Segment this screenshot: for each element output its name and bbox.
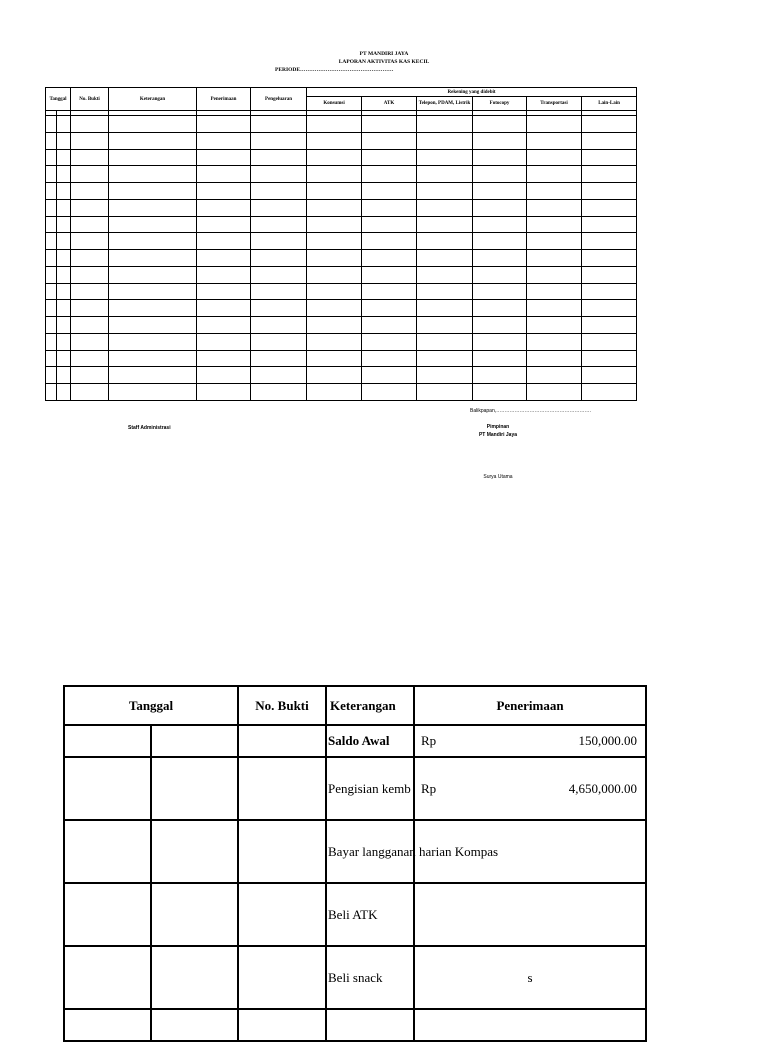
ledger-cell [46, 216, 57, 233]
ledger-cell [307, 132, 362, 149]
ledger-cell [109, 266, 197, 283]
ledger-cell [417, 250, 473, 267]
ledger-cell [71, 199, 109, 216]
ledger-cell [251, 199, 307, 216]
table-row [64, 820, 646, 883]
ledger-cell [57, 283, 71, 300]
ledger-cell [473, 384, 527, 401]
ledger-cell [473, 166, 527, 183]
col-header-transportasi: Transportasi [527, 97, 582, 111]
ledger-cell [473, 216, 527, 233]
ledger-cell [197, 283, 251, 300]
ledger-cell [197, 384, 251, 401]
ledger-cell [197, 233, 251, 250]
ledger-cell [251, 300, 307, 317]
zoom-header-penerimaan: Penerimaan [414, 686, 646, 725]
ledger-cell [251, 132, 307, 149]
ledger-cell [582, 384, 637, 401]
table-row [46, 350, 637, 367]
ledger-cell [473, 283, 527, 300]
ledger-cell [109, 317, 197, 334]
ledger-cell [473, 350, 527, 367]
zoom-cell-keterangan [326, 1009, 414, 1041]
ledger-cell [46, 300, 57, 317]
ledger-cell [251, 317, 307, 334]
ledger-cell [197, 116, 251, 133]
table-row [46, 132, 637, 149]
ledger-cell [57, 333, 71, 350]
ledger-cell [197, 166, 251, 183]
ledger-cell [57, 183, 71, 200]
zoom-cell-tanggal-b [151, 820, 238, 883]
ledger-cell [362, 149, 417, 166]
ledger-cell [362, 384, 417, 401]
ledger-cell [307, 233, 362, 250]
ledger-cell [46, 250, 57, 267]
ledger-cell [251, 350, 307, 367]
ledger-cell [473, 367, 527, 384]
ledger-cell [251, 183, 307, 200]
ledger-cell [57, 350, 71, 367]
ledger-cell [362, 216, 417, 233]
ledger-cell [57, 233, 71, 250]
ledger-cell [71, 283, 109, 300]
ledger-cell [582, 183, 637, 200]
table-row [46, 266, 637, 283]
ledger-cell [307, 216, 362, 233]
ledger-cell [527, 149, 582, 166]
zoom-cell-keterangan [326, 946, 414, 1009]
ledger-cell [362, 317, 417, 334]
zoom-cell-keterangan [326, 820, 499, 883]
report-periode: PERIODE…………………………………………… [275, 67, 394, 73]
ledger-cell [307, 116, 362, 133]
ledger-cell [582, 199, 637, 216]
ledger-cell [417, 216, 473, 233]
ledger-cell [57, 266, 71, 283]
keterangan-text: Saldo Awal [328, 733, 390, 748]
signature-staff-label: Staff Administrasi [128, 425, 171, 431]
ledger-cell [582, 233, 637, 250]
col-header-konsumsi: Konsumsi [307, 97, 362, 111]
table-row [64, 1009, 646, 1041]
col-header-penerimaan: Penerimaan [197, 88, 251, 111]
zoom-cell-tanggal-a [64, 1009, 151, 1041]
table-row [46, 384, 637, 401]
ledger-cell [473, 317, 527, 334]
ledger-cell [527, 367, 582, 384]
ledger-cell [109, 283, 197, 300]
ledger-cell [251, 233, 307, 250]
ledger-cell [307, 199, 362, 216]
ledger-cell [57, 166, 71, 183]
ledger-cell [197, 317, 251, 334]
ledger-cell [109, 350, 197, 367]
ledger-cell [71, 367, 109, 384]
zoom-cell-tanggal-b [151, 1009, 238, 1041]
ledger-cell [197, 216, 251, 233]
ledger-cell [362, 250, 417, 267]
zoom-header-no-bukti: No. Bukti [238, 686, 326, 725]
ledger-cell [251, 250, 307, 267]
ledger-cell [109, 183, 197, 200]
ledger-cell [473, 149, 527, 166]
table-row [46, 183, 637, 200]
ledger-cell [109, 250, 197, 267]
ledger-cell [582, 283, 637, 300]
ledger-cell [362, 333, 417, 350]
ledger-cell [417, 199, 473, 216]
col-header-keterangan: Keterangan [109, 88, 197, 111]
ledger-cell [362, 266, 417, 283]
ledger-cell [109, 216, 197, 233]
ledger-cell [71, 216, 109, 233]
table-row [46, 149, 637, 166]
ledger-cell [527, 233, 582, 250]
ledger-cell [109, 132, 197, 149]
ledger-cell [109, 199, 197, 216]
zoom-cell-tanggal-b [151, 725, 238, 757]
report-title: LAPORAN AKTIVITAS KAS KECIL [338, 59, 430, 65]
table-row [46, 333, 637, 350]
ledger-cell [251, 333, 307, 350]
ledger-cell [582, 333, 637, 350]
ledger-cell [197, 250, 251, 267]
zoom-cell-tanggal-b [151, 757, 238, 820]
table-row [46, 367, 637, 384]
ledger-cell [57, 317, 71, 334]
zoom-cell-tanggal-b [151, 883, 238, 946]
ledger-cell [251, 216, 307, 233]
zoom-cell-penerimaan [414, 757, 646, 820]
currency-label: Rp [421, 733, 437, 748]
ledger-cell [473, 233, 527, 250]
ledger-cell [582, 317, 637, 334]
ledger-cell [57, 367, 71, 384]
zoom-cell-keterangan [326, 725, 414, 757]
ledger-cell [417, 149, 473, 166]
ledger-cell [417, 233, 473, 250]
ledger-cell [109, 233, 197, 250]
ledger-cell [46, 384, 57, 401]
ledger-cell [473, 250, 527, 267]
ledger-cell [362, 283, 417, 300]
ledger-cell [473, 132, 527, 149]
signature-company-label: PT Mandiri Jaya [478, 432, 518, 438]
table-row [64, 883, 646, 946]
ledger-cell [197, 350, 251, 367]
ledger-cell [109, 333, 197, 350]
ledger-cell [527, 166, 582, 183]
ledger-cell [307, 384, 362, 401]
ledger-cell [71, 300, 109, 317]
ledger-cell [197, 367, 251, 384]
ledger-body [46, 111, 637, 401]
ledger-cell [417, 183, 473, 200]
ledger-cell [417, 350, 473, 367]
ledger-cell [417, 317, 473, 334]
ledger-cell [417, 367, 473, 384]
zoom-cell-no-bukti [238, 820, 326, 883]
col-header-rekening-group: Rekening yang didebit [307, 88, 637, 97]
ledger-cell [71, 233, 109, 250]
ledger-cell [582, 300, 637, 317]
zoom-header-keterangan: Keterangan [326, 686, 414, 725]
zoom-cell-penerimaan [414, 725, 646, 757]
ledger-cell [46, 317, 57, 334]
ledger-cell [417, 283, 473, 300]
zoom-cell-no-bukti [238, 883, 326, 946]
ledger-cell [362, 166, 417, 183]
zoom-cell-tanggal-b [151, 946, 238, 1009]
ledger-cell [57, 384, 71, 401]
ledger-cell [109, 300, 197, 317]
zoomed-ledger-table [63, 685, 647, 1042]
ledger-cell [473, 300, 527, 317]
ledger-cell [197, 183, 251, 200]
ledger-cell [417, 333, 473, 350]
ledger-cell [527, 116, 582, 133]
ledger-cell [582, 166, 637, 183]
ledger-cell [582, 149, 637, 166]
ledger-cell [307, 333, 362, 350]
ledger-cell [417, 132, 473, 149]
ledger-cell [46, 183, 57, 200]
table-row [46, 300, 637, 317]
ledger-cell [197, 149, 251, 166]
ledger-cell [582, 132, 637, 149]
ledger-cell [527, 266, 582, 283]
ledger-cell [57, 300, 71, 317]
zoom-header-tanggal: Tanggal [64, 686, 238, 725]
ledger-cell [57, 132, 71, 149]
ledger-cell [362, 300, 417, 317]
ledger-cell [197, 300, 251, 317]
ledger-cell [46, 266, 57, 283]
ledger-cell [57, 116, 71, 133]
ledger-cell [307, 350, 362, 367]
ledger-cell [582, 367, 637, 384]
ledger-cell [527, 384, 582, 401]
ledger-cell [71, 116, 109, 133]
ledger-cell [46, 132, 57, 149]
amount-value: 150,000.00 [578, 733, 638, 748]
ledger-cell [46, 233, 57, 250]
ledger-cell [46, 367, 57, 384]
ledger-cell [362, 233, 417, 250]
zoom-cell-penerimaan [414, 883, 646, 946]
col-header-lain-lain: Lain-Lain [582, 97, 637, 111]
ledger-cell [251, 116, 307, 133]
ledger-cell [57, 149, 71, 166]
ledger-cell [46, 166, 57, 183]
ledger-cell [197, 333, 251, 350]
ledger-cell [527, 350, 582, 367]
table-row [64, 725, 646, 757]
ledger-cell [307, 183, 362, 200]
ledger-cell [362, 350, 417, 367]
table-row [64, 757, 646, 820]
ledger-cell [109, 384, 197, 401]
col-header-fotocopy: Fotocopy [473, 97, 527, 111]
ledger-cell [71, 166, 109, 183]
ledger-cell [307, 300, 362, 317]
ledger-cell [473, 266, 527, 283]
ledger-cell [362, 199, 417, 216]
ledger-cell [417, 116, 473, 133]
zoom-cell-tanggal-a [64, 883, 151, 946]
ledger-cell [307, 266, 362, 283]
table-row [64, 946, 646, 1009]
signature-name: Surya Utama [483, 474, 513, 480]
ledger-cell [473, 333, 527, 350]
ledger-cell [527, 216, 582, 233]
ledger-cell [307, 149, 362, 166]
ledger-cell [109, 367, 197, 384]
ledger-cell [109, 116, 197, 133]
keterangan-text: Beli ATK [328, 906, 378, 922]
zoom-cell-no-bukti [238, 725, 326, 757]
ledger-cell [417, 266, 473, 283]
zoom-cell-keterangan [326, 757, 414, 820]
ledger-cell [71, 149, 109, 166]
col-header-no-bukti: No. Bukti [71, 88, 109, 111]
ledger-cell [527, 317, 582, 334]
col-header-tanggal: Tanggal [46, 88, 71, 111]
ledger-cell [46, 333, 57, 350]
table-row [46, 199, 637, 216]
ledger-cell [362, 183, 417, 200]
ledger-cell [197, 132, 251, 149]
table-row [46, 283, 637, 300]
ledger-cell [46, 283, 57, 300]
signature-place-date: Balikpapan,………………………………………………… [470, 408, 592, 414]
ledger-cell [251, 266, 307, 283]
amount-value: 4,650,000.00 [568, 780, 638, 796]
ledger-cell [307, 166, 362, 183]
zoom-cell-no-bukti [238, 757, 326, 820]
ledger-cell [71, 266, 109, 283]
ledger-cell [57, 216, 71, 233]
ledger-cell [71, 384, 109, 401]
zoom-cell-keterangan [326, 883, 414, 946]
petty-cash-ledger-table [45, 87, 637, 401]
ledger-cell [527, 183, 582, 200]
ledger-cell [527, 333, 582, 350]
ledger-cell [57, 250, 71, 267]
signature-pimpinan-label: Pimpinan [486, 424, 510, 430]
ledger-cell [71, 333, 109, 350]
table-row [46, 166, 637, 183]
ledger-cell [582, 350, 637, 367]
ledger-cell [527, 283, 582, 300]
ledger-cell [527, 300, 582, 317]
ledger-cell [307, 283, 362, 300]
ledger-cell [109, 149, 197, 166]
ledger-cell [71, 183, 109, 200]
ledger-cell [46, 149, 57, 166]
ledger-cell [527, 250, 582, 267]
table-row [46, 250, 637, 267]
ledger-cell [251, 149, 307, 166]
col-header-pengeluaran: Pengeluaran [251, 88, 307, 111]
table-row [46, 317, 637, 334]
zoom-cell-penerimaan [414, 946, 646, 1009]
ledger-cell [473, 183, 527, 200]
ledger-cell [71, 350, 109, 367]
ledger-cell [417, 166, 473, 183]
ledger-cell [582, 266, 637, 283]
zoom-cell-tanggal-a [64, 820, 151, 883]
ledger-cell [362, 116, 417, 133]
ledger-cell [582, 116, 637, 133]
ledger-cell [417, 300, 473, 317]
zoom-cell-no-bukti [238, 1009, 326, 1041]
ledger-cell [527, 132, 582, 149]
ledger-cell [46, 199, 57, 216]
ledger-cell [71, 317, 109, 334]
ledger-cell [473, 116, 527, 133]
ledger-cell [251, 283, 307, 300]
ledger-cell [251, 166, 307, 183]
ledger-cell [197, 199, 251, 216]
ledger-cell [71, 132, 109, 149]
penerimaan-mark: s [527, 969, 533, 985]
ledger-cell [473, 199, 527, 216]
ledger-cell [307, 317, 362, 334]
ledger-cell [527, 199, 582, 216]
zoom-cell-tanggal-a [64, 757, 151, 820]
zoom-cell-no-bukti [238, 946, 326, 1009]
company-name: PT MANDIRI JAYA [359, 51, 409, 57]
table-row [46, 233, 637, 250]
col-header-telepon: Telepon, PDAM, Listrik [417, 97, 473, 111]
ledger-cell [307, 367, 362, 384]
table-row [46, 116, 637, 133]
ledger-cell [582, 250, 637, 267]
ledger-cell [71, 250, 109, 267]
ledger-cell [362, 367, 417, 384]
ledger-cell [46, 350, 57, 367]
keterangan-text: Beli snack [328, 969, 383, 985]
ledger-cell [57, 199, 71, 216]
table-row [46, 216, 637, 233]
keterangan-text: Pengisian kemb [328, 780, 411, 796]
ledger-cell [582, 216, 637, 233]
zoom-cell-tanggal-a [64, 946, 151, 1009]
ledger-cell [197, 266, 251, 283]
col-header-atk: ATK [362, 97, 417, 111]
ledger-cell [362, 132, 417, 149]
ledger-cell [251, 384, 307, 401]
ledger-cell [46, 116, 57, 133]
ledger-cell [109, 166, 197, 183]
ledger-cell [307, 250, 362, 267]
ledger-cell [251, 367, 307, 384]
ledger-cell [417, 384, 473, 401]
zoom-cell-tanggal-a [64, 725, 151, 757]
keterangan-text: Bayar langganan harian Kompas [328, 843, 499, 859]
zoom-cell-penerimaan [414, 1009, 646, 1041]
currency-label: Rp [421, 780, 437, 796]
